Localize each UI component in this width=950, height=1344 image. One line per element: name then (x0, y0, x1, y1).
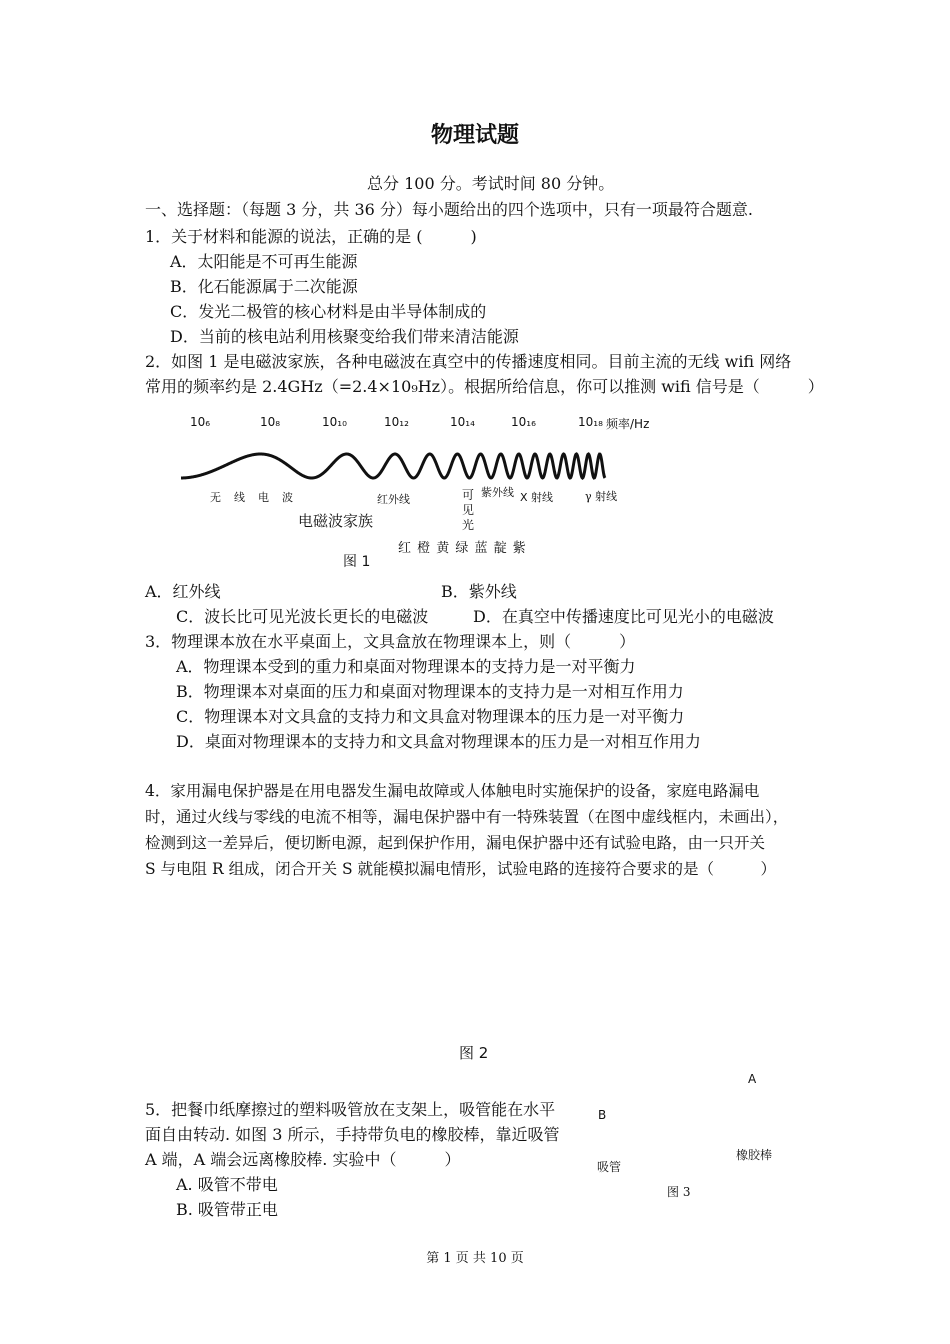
q2-option-d: D．在真空中传播速度比可见光小的电磁波 (473, 607, 774, 626)
band-infrared: 红外线 (377, 493, 410, 506)
q1-option-a: A．太阳能是不可再生能源 (170, 252, 358, 271)
q4-line: 4．家用漏电保护器是在用电器发生漏电故障或人体触电时实施保护的设备，家庭电路漏电 (145, 782, 760, 800)
page-footer: 第 1 页 共 10 页 (426, 1251, 524, 1266)
em-family-label: 电磁波家族 (298, 512, 374, 530)
q1-option-c: C．发光二极管的核心材料是由半导体制成的 (170, 302, 487, 321)
q3-option-a: A．物理课本受到的重力和桌面对物理课本的支持力是一对平衡力 (176, 657, 636, 676)
band-radio: 无 线 电 波 (210, 491, 294, 504)
q5-line: A 端，A 端会远离橡胶棒. 实验中（ ） (145, 1150, 461, 1169)
q2-option-b: B．紫外线 (441, 582, 517, 601)
q5-option-a: A. 吸管不带电 (176, 1175, 278, 1194)
freq-label: 10₆ (190, 415, 211, 429)
q2-option-a: A．红外线 (145, 582, 221, 601)
freq-unit: 频率/Hz (606, 417, 650, 431)
straw-label: 吸管 (597, 1160, 622, 1174)
figure-2-caption: 图 2 (459, 1044, 489, 1062)
q5-option-b: B. 吸管带正电 (176, 1200, 278, 1219)
page-title: 物理试题 (430, 123, 519, 148)
q2-stem-line1: 2．如图 1 是电磁波家族，各种电磁波在真空中的传播速度相同。目前主流的无线 wifi 网络 (145, 352, 792, 371)
q3-option-d: D．桌面对物理课本的支持力和文具盒对物理课本的压力是一对相互作用力 (176, 732, 701, 751)
q3-stem: 3．物理课本放在水平桌面上，文具盒放在物理课本上，则（ ） (145, 632, 636, 651)
figure-3-caption: 图 3 (667, 1185, 691, 1199)
q4-line: 检测到这一差异后，便切断电源，起到保护作用，漏电保护器中还有试验电路，由一只开关 (145, 834, 766, 852)
exam-info: 总分 100 分。考试时间 80 分钟。 (367, 174, 615, 193)
q1-stem: 1．关于材料和能源的说法，正确的是 ( ) (145, 227, 477, 246)
em-wave-diagram (178, 448, 608, 488)
freq-label: 10₁₈ (578, 415, 603, 429)
q3-option-c: C．物理课本对文具盒的支持力和文具盒对物理课本的压力是一对平衡力 (176, 707, 685, 726)
q5-line: 面自由转动. 如图 3 所示，手持带负电的橡胶棒，靠近吸管 (145, 1125, 560, 1144)
q4-line: S 与电阻 R 组成，闭合开关 S 就能模拟漏电情形，试验电路的连接符合要求的是（ ） (145, 860, 777, 878)
q1-option-b: B．化石能源属于二次能源 (170, 277, 358, 296)
band-xray: X 射线 (520, 491, 554, 504)
freq-label: 10₁₀ (322, 415, 347, 429)
visible-colors: 红 橙 黄 绿 蓝 靛 紫 (398, 541, 527, 556)
q4-line: 时，通过火线与零线的电流不相等，漏电保护器中有一特殊装置（在图中虚线框内，未画出）， (145, 808, 789, 826)
freq-label: 10₁₆ (511, 415, 536, 429)
section-heading: 一、选择题：（每题 3 分，共 36 分）每小题给出的四个选项中，只有一项最符合题意. (145, 200, 753, 219)
band-visible-3: 光 (462, 518, 475, 532)
label-a: A (748, 1072, 757, 1086)
label-b: B (598, 1108, 607, 1122)
figure-1-caption: 图 1 (343, 554, 371, 570)
band-ultraviolet: 紫外线 (481, 486, 514, 499)
q2-option-c: C．波长比可见光波长更长的电磁波 (176, 607, 429, 626)
q5-line: 5．把餐巾纸摩擦过的塑料吸管放在支架上，吸管能在水平 (145, 1100, 556, 1119)
q1-option-d: D．当前的核电站利用核聚变给我们带来清洁能源 (170, 327, 519, 346)
rod-label: 橡胶棒 (736, 1148, 773, 1162)
band-gamma: γ 射线 (585, 490, 618, 503)
band-visible-1: 可 (462, 488, 475, 502)
freq-label: 10₁₄ (450, 415, 475, 429)
q2-stem-line2: 常用的频率约是 2.4GHz（=2.4×10₉Hz）。根据所给信息，你可以推测 wifi 信号是（ ） (145, 377, 824, 396)
freq-label: 10₈ (260, 415, 281, 429)
band-visible-2: 见 (462, 503, 475, 517)
q3-option-b: B．物理课本对桌面的压力和桌面对物理课本的支持力是一对相互作用力 (176, 682, 684, 701)
freq-label: 10₁₂ (384, 415, 409, 429)
